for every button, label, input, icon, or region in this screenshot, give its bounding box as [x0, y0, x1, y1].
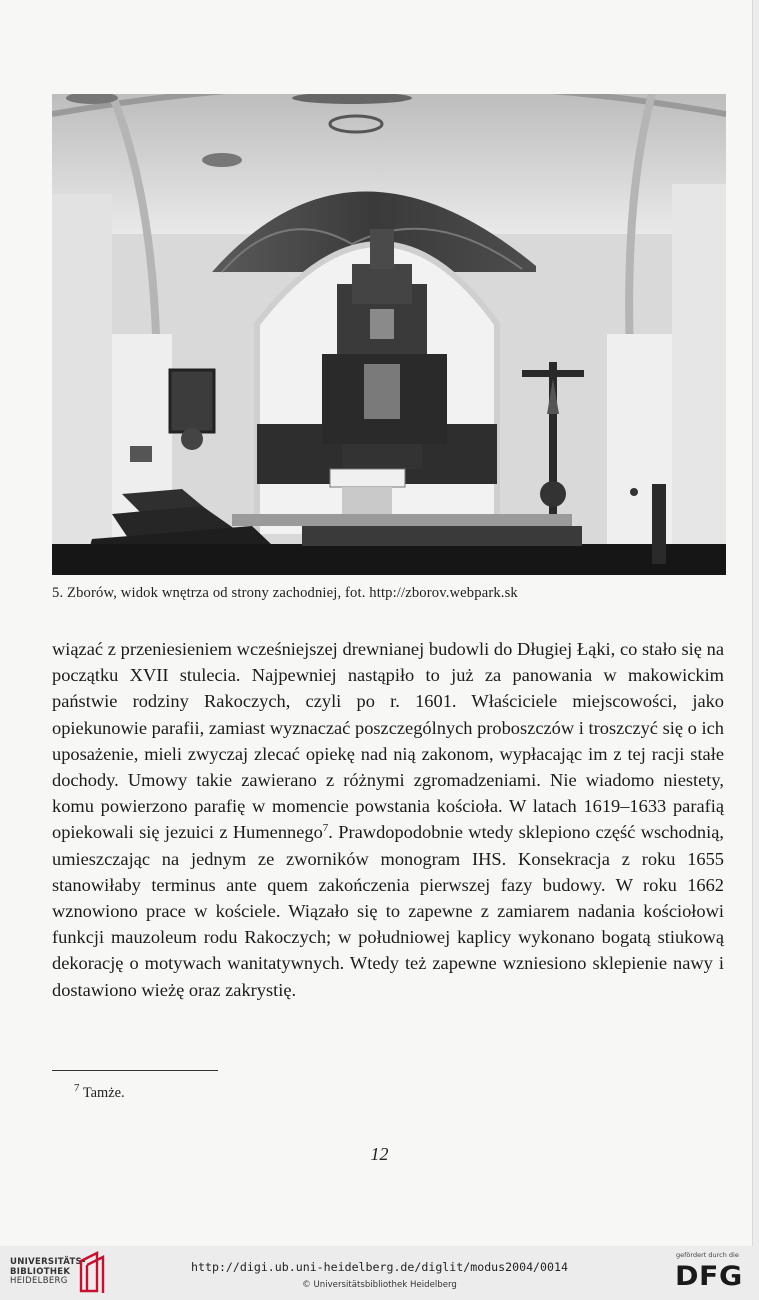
footnote-reference[interactable]: 7 — [322, 822, 329, 835]
paragraph-part-2: . Prawdopodobnie wtedy sklepiono część wschodnią, umieszczając na jednym ze zworników monogram IHS. Konsekracja z roku 1655 stanowiłaby terminus ante quem zakończenia pierwszej fazy budowy. W roku 1662 wznowiono prace w kościele. Wiązało się to zapewne z zamiarem nadania kościołowi funkcji mauzoleum rodu Rakoczych; w południowej kaplicy wykonano bogatą stiukową dekorację o motywach wanitatywnych. Wtedy też zapewne wzniesiono sklepienie nawy i dostawiono wieżę oraz zakrystię. — [52, 822, 724, 1000]
main-paragraph — [52, 636, 724, 1003]
copyright-notice: © Universitätsbibliothek Heidelberg — [302, 1280, 457, 1290]
library-line-1: UNIVERSITÄTS- — [10, 1257, 86, 1267]
figure-caption: 5. Zborów, widok wnętrza od strony zachodniej, fot. http://zborov.webpark.sk — [52, 585, 518, 601]
funder-label: gefördert durch die — [676, 1251, 739, 1259]
footnote-text: Tamże. — [82, 1085, 125, 1101]
footnote-number: 7 — [74, 1082, 80, 1095]
source-url-link[interactable]: http://digi.ub.uni-heidelberg.de/diglit/modus2004/0014 — [191, 1260, 568, 1274]
paragraph-part-1: wiązać z przeniesieniem wcześniejszej drewnianej budowli do Długiej Łąki, co stało się na początku XVII stulecia. Najpewniej nastąpiło to już za panowania w makowickim państwie rodziny Rakoczych, czyli po r. 1601. Właściciele miejscowości, jako opiekunowie parafii, zamiast wyznaczać poszczególnych proboszczów i troszczyć się o ich uposażenie, mieli zwyczaj zlecać opiekę nad nią zakonom, wypłacając im z tej racji stałe dochody. Umowy takie zawierano z różnymi zgromadzeniami. Nie wiadomo niestety, komu powierzono parafię w momencie powstania kościoła. W latach 1619–1633 parafią opiekowali się jezuici z Humennego — [52, 639, 724, 843]
footnote — [74, 1082, 125, 1102]
church-interior-illustration — [52, 94, 726, 575]
footnote-divider — [52, 1070, 218, 1071]
library-logo-icon — [77, 1251, 107, 1299]
page-number: 12 — [370, 1144, 389, 1164]
digitization-footer — [0, 1246, 759, 1300]
church-interior-photo — [52, 94, 726, 575]
dfg-logo: DFG — [675, 1261, 743, 1292]
library-line-2: BIBLIOTHEK — [10, 1266, 71, 1277]
library-line-3: HEIDELBERG — [10, 1276, 68, 1287]
